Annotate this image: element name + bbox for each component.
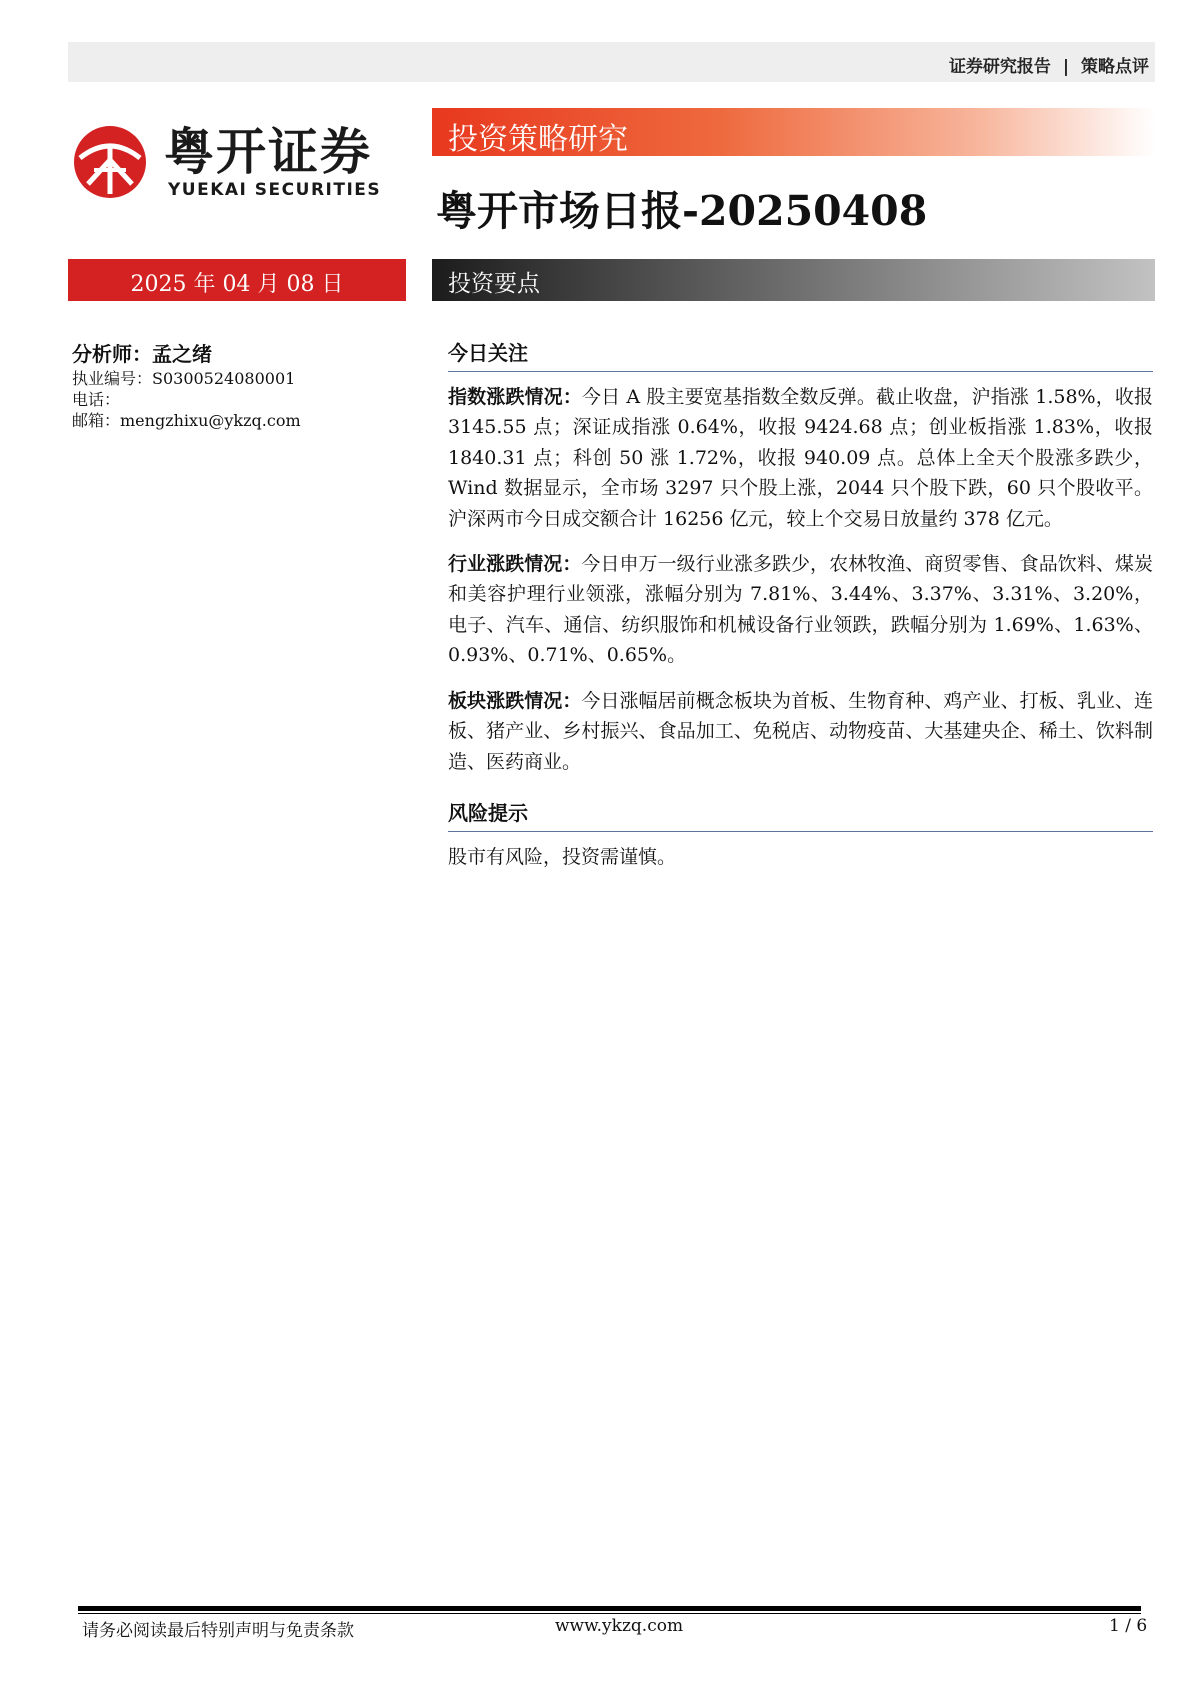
company-logo	[72, 124, 412, 204]
risk-text: 股市有风险，投资需谨慎。	[448, 846, 677, 868]
analyst-name: 分析师：孟之绪	[72, 342, 212, 366]
index-label: 指数涨跌情况：	[448, 386, 582, 408]
category-banner	[432, 108, 1155, 156]
report-title: 粤开市场日报-20250408	[436, 187, 928, 235]
industry-text: 今日申万一级行业涨多跌少，农林牧渔、商贸零售、食品饮料、煤炭和美容护理行业领涨，涨幅分别为 7.81%、3.44%、3.37%、3.31%、3.20%，电子、汽车、通信、纺织服饰和机械设备行业领跌，跌幅分别为 1.69%、1.63%、0.93%、0.71%、0.65%。	[448, 553, 1153, 667]
report-type: 证券研究报告	[948, 57, 1051, 77]
report-subtype: 策略点评	[1081, 57, 1149, 77]
key-points-bar	[432, 259, 1155, 301]
header-separator: |	[1062, 57, 1070, 77]
sector-label: 板块涨跌情况：	[448, 690, 582, 712]
analyst-license: 执业编号：S0300524080001	[72, 369, 296, 388]
key-points-header: 投资要点	[448, 271, 540, 297]
today-focus-heading: 今日关注	[448, 337, 1153, 372]
sector-text: 今日涨幅居前概念板块为首板、生物育种、鸡产业、打板、乳业、连板、猪产业、乡村振兴、食品加工、免税店、动物疫苗、大基建央企、稀土、饮料制造、医药商业。	[448, 690, 1153, 773]
analyst-email: 邮箱：mengzhixu@ykzq.com	[72, 411, 301, 430]
footer-website[interactable]: www.ykzq.com	[555, 1616, 684, 1636]
index-paragraph	[448, 382, 1153, 534]
footer-rule-thick	[78, 1606, 1141, 1611]
logo-emblem-icon	[72, 124, 148, 200]
analyst-info	[72, 340, 301, 431]
index-text: 今日 A 股主要宽基指数全数反弹。截止收盘，沪指涨 1.58%，收报 3145.55 点；深证成指涨 0.64%，收报 9424.68 点；创业板指涨 1.83%，收报 1840.31 点；科创 50 涨 1.72%，收报 940.09 点。总体上全天个股涨多跌少，Wind 数据显示，全市场 3297 只个股上涨，2044 只个股下跌，60 只个股收平。沪深两市今日成交额合计 16256 亿元，较上个交易日放量约 378 亿元。	[448, 386, 1153, 530]
industry-label: 行业涨跌情况：	[448, 553, 582, 575]
analyst-phone: 电话：	[72, 390, 121, 409]
report-date: 2025 年 04 月 08 日	[130, 272, 344, 297]
industry-paragraph	[448, 549, 1153, 671]
date-bar	[68, 259, 406, 301]
footer-disclaimer: 请务必阅读最后特别声明与免责条款	[82, 1621, 354, 1641]
top-header-bar	[68, 42, 1155, 82]
report-type-label	[949, 52, 1149, 77]
page-number: 1 / 6	[1109, 1616, 1148, 1636]
category-label: 投资策略研究	[448, 122, 628, 157]
logo-text-cn: 粤开证券	[164, 123, 372, 181]
logo-text-en: YUEKAI SECURITIES	[168, 180, 382, 200]
sector-paragraph	[448, 686, 1153, 777]
risk-heading: 风险提示	[448, 797, 1153, 832]
footer-rule-thin	[78, 1613, 1141, 1614]
